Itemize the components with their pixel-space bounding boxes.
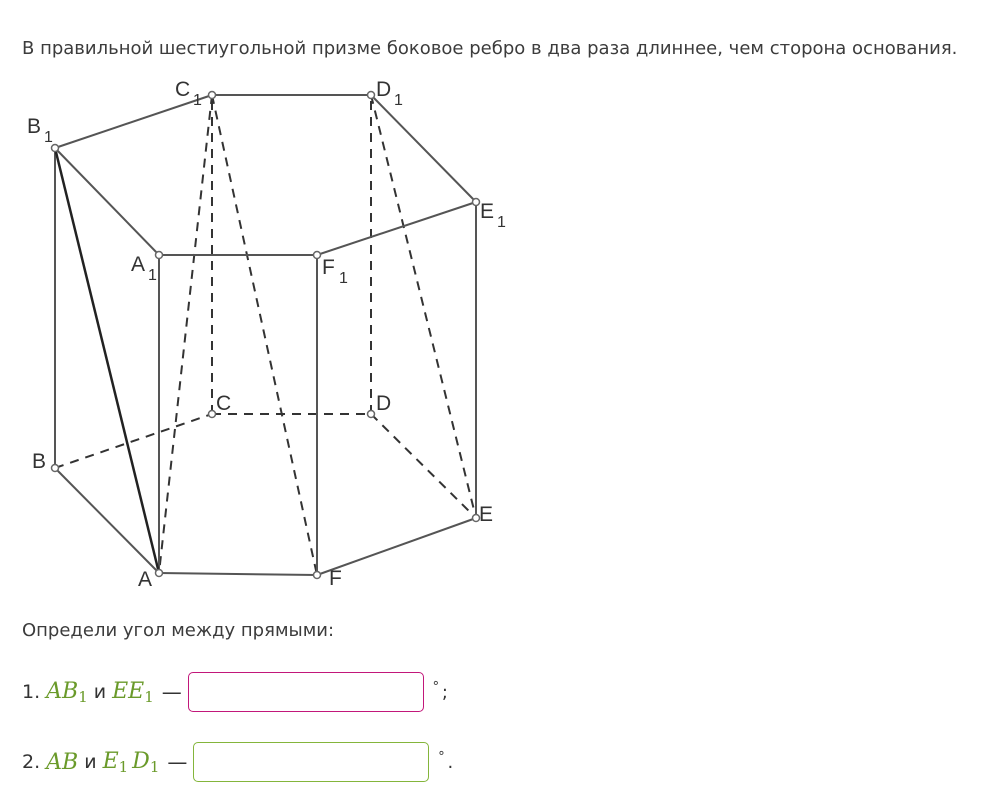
question-number: 2. bbox=[22, 751, 41, 773]
point-a1 bbox=[156, 252, 163, 259]
edge-e1f1 bbox=[317, 202, 476, 255]
edge-de bbox=[371, 414, 476, 518]
label-c: C bbox=[216, 392, 232, 415]
point-f1 bbox=[314, 252, 321, 259]
label-e1-sub: 1 bbox=[497, 214, 506, 231]
point-d1 bbox=[368, 92, 375, 99]
label-b1: B bbox=[27, 115, 42, 138]
label-d1: D bbox=[376, 78, 392, 101]
dash: — bbox=[161, 680, 182, 704]
point-d bbox=[368, 411, 375, 418]
edge-af bbox=[159, 573, 317, 575]
edge-d1e1 bbox=[371, 95, 476, 202]
label-f: F bbox=[329, 567, 342, 590]
conjunction: и bbox=[93, 681, 107, 703]
dash: — bbox=[167, 750, 188, 774]
conjunction: и bbox=[84, 751, 97, 773]
edge-a1b1 bbox=[55, 148, 159, 255]
degree-symbol: ∘ bbox=[437, 745, 446, 761]
label-e: E bbox=[479, 503, 494, 526]
problem-statement: В правильной шестиугольной призме боковое ребро в два раза длиннее, чем сторона основания. bbox=[22, 38, 958, 59]
point-f bbox=[314, 572, 321, 579]
label-c1-sub: 1 bbox=[193, 92, 202, 109]
question-1 bbox=[22, 672, 448, 712]
label-d: D bbox=[376, 392, 392, 415]
hidden-edges bbox=[55, 95, 476, 575]
vertex-labels bbox=[27, 78, 506, 591]
label-a: A bbox=[138, 568, 153, 591]
label-a1: A bbox=[131, 253, 146, 276]
point-b bbox=[52, 465, 59, 472]
line-d1e bbox=[371, 95, 476, 518]
label-e1: E bbox=[480, 200, 495, 223]
label-d1-sub: 1 bbox=[394, 92, 403, 109]
line-ab1: $AB_1$ bbox=[46, 678, 88, 706]
edge-b1c1 bbox=[55, 95, 212, 148]
punctuation: . bbox=[447, 751, 454, 773]
diagonal-ab1 bbox=[55, 148, 159, 573]
question-number: 1. bbox=[22, 681, 41, 703]
line-ab: AB bbox=[46, 749, 79, 775]
punctuation: ; bbox=[441, 681, 448, 703]
point-c bbox=[209, 411, 216, 418]
label-a1-sub: 1 bbox=[148, 267, 157, 284]
edge-bc bbox=[55, 414, 212, 468]
line-e1d1: $E_1$ $D_1$ bbox=[102, 748, 160, 776]
line-ee1: $EE_1$ bbox=[112, 678, 154, 706]
label-b: B bbox=[32, 450, 47, 473]
label-b1-sub: 1 bbox=[44, 129, 53, 146]
question-2 bbox=[22, 742, 453, 782]
line-c1f bbox=[212, 95, 317, 575]
label-f1-sub: 1 bbox=[339, 270, 348, 287]
degree-symbol: ∘ bbox=[431, 675, 440, 691]
point-c1 bbox=[209, 92, 216, 99]
edge-ab bbox=[55, 468, 159, 573]
task-instruction: Определи угол между прямыми: bbox=[22, 620, 335, 641]
answer-input-2[interactable] bbox=[193, 742, 429, 782]
line-c1a bbox=[159, 95, 212, 573]
label-c1: C bbox=[175, 78, 191, 101]
point-a bbox=[156, 570, 163, 577]
point-e1 bbox=[473, 199, 480, 206]
label-f1: F bbox=[322, 256, 335, 279]
answer-input-1[interactable] bbox=[188, 672, 424, 712]
